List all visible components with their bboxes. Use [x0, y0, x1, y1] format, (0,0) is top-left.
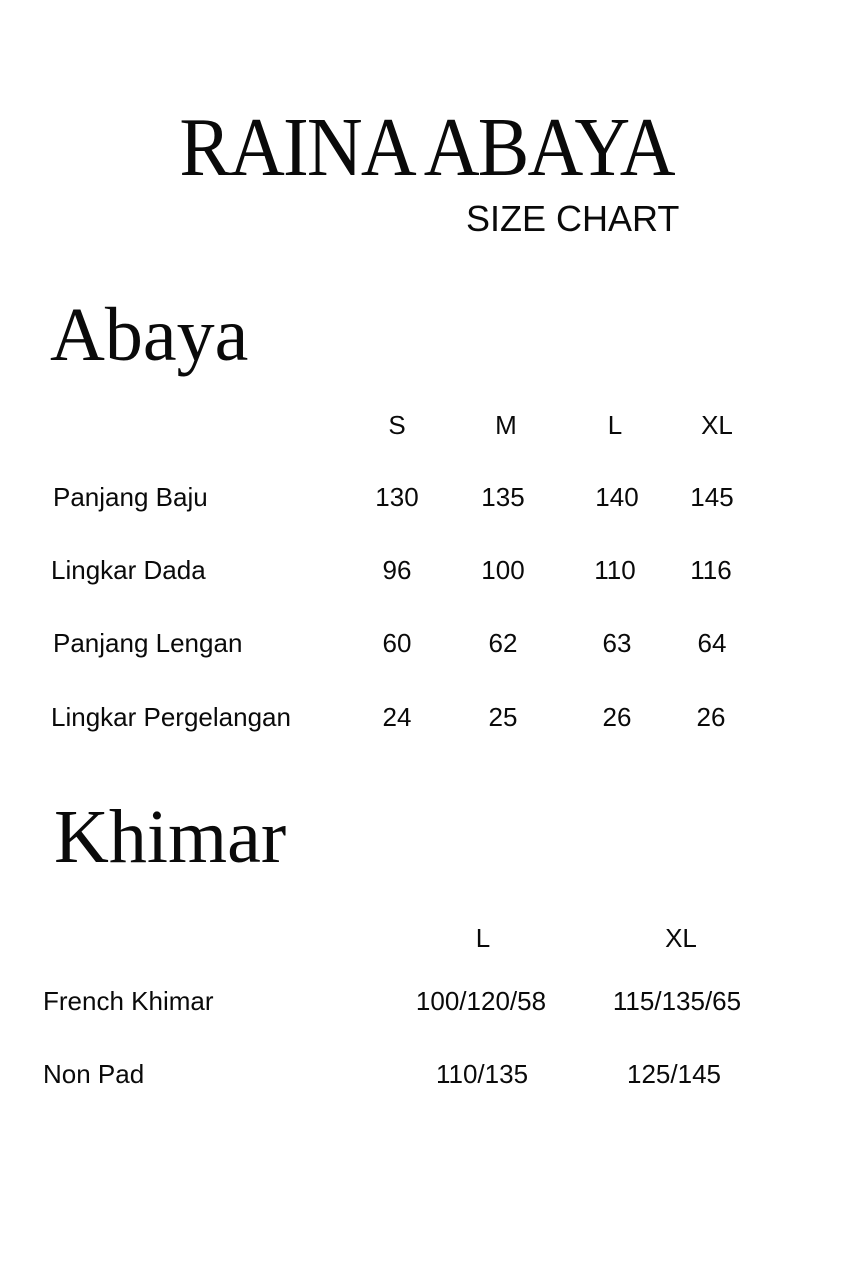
row-label: Lingkar Dada — [51, 555, 206, 585]
row-value-xl: 115/135/65 — [612, 986, 742, 1016]
page-subtitle: SIZE CHART — [466, 198, 680, 239]
row-label: Non Pad — [43, 1059, 145, 1089]
abaya-section-title: Abaya — [50, 293, 249, 377]
row-label: French Khimar — [43, 986, 214, 1016]
row-value-l: 63 — [602, 628, 632, 658]
row-value-xl: 64 — [697, 628, 727, 658]
row-value-s: 130 — [375, 482, 419, 512]
row-value-m: 62 — [488, 628, 518, 658]
row-value-l: 110/135 — [435, 1059, 529, 1089]
abaya-size-s: S — [388, 410, 406, 440]
abaya-size-m: M — [495, 410, 517, 440]
row-value-xl: 26 — [696, 702, 726, 732]
row-value-xl: 125/145 — [627, 1059, 721, 1089]
row-value-xl: 145 — [690, 482, 734, 512]
row-value-s: 24 — [382, 702, 412, 732]
row-label: Panjang Lengan — [53, 628, 243, 658]
khimar-size-xl: XL — [665, 923, 697, 953]
row-value-s: 96 — [382, 555, 412, 585]
khimar-size-l: L — [475, 923, 491, 953]
row-label: Panjang Baju — [53, 482, 208, 512]
brand-title: RAINA ABAYA — [179, 101, 674, 194]
abaya-size-l: L — [607, 410, 623, 440]
abaya-size-xl: XL — [701, 410, 733, 440]
khimar-section-title: Khimar — [54, 795, 287, 879]
row-value-m: 135 — [481, 482, 525, 512]
row-label: Lingkar Pergelangan — [51, 702, 291, 732]
row-value-m: 25 — [488, 702, 518, 732]
row-value-l: 140 — [595, 482, 639, 512]
row-value-l: 110 — [594, 555, 636, 585]
row-value-s: 60 — [382, 628, 412, 658]
row-value-l: 26 — [602, 702, 632, 732]
row-value-xl: 116 — [690, 555, 732, 585]
row-value-l: 100/120/58 — [415, 986, 547, 1016]
row-value-m: 100 — [481, 555, 525, 585]
